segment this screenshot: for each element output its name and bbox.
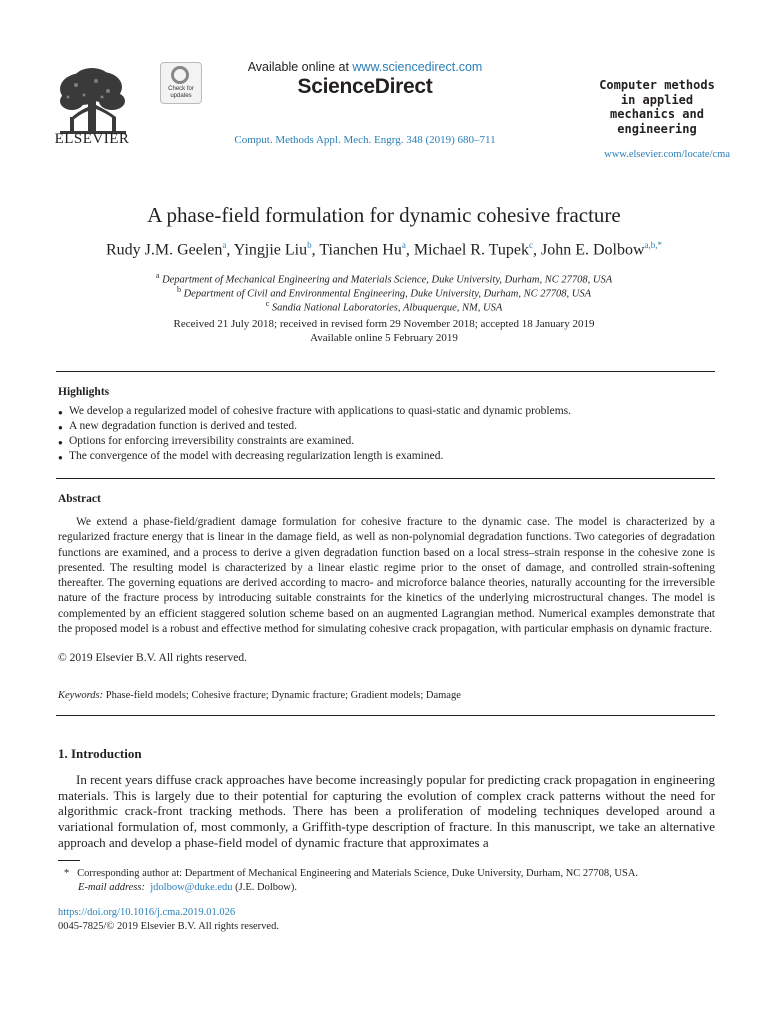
journal-homepage-link[interactable]: www.elsevier.com/locate/cma [604, 149, 730, 160]
keywords-line [58, 690, 461, 701]
highlight-item: ● A new degradation function is derived and tested. [58, 419, 718, 434]
highlight-item: ● The convergence of the model with decreasing regularization length is examined. [58, 449, 718, 464]
received-dates: Received 21 July 2018; received in revised form 29 November 2018; accepted 18 January 2019 [173, 318, 595, 330]
check-for-updates-badge[interactable] [160, 62, 202, 104]
abstract-heading: Abstract [58, 493, 101, 505]
publisher-wordmark: ELSEVIER [54, 131, 130, 147]
affiliation: $^c$ Sandia National Laboratories, Albuquerque, NM, USA [265, 299, 503, 314]
divider [56, 371, 715, 372]
article-title: A phase-field formulation for dynamic cohesive fracture [147, 203, 621, 227]
keywords-text: Phase-field models; Cohesive fracture; Dynamic fracture; Gradient models; Damage [103, 690, 461, 701]
affiliation: $^a$ Department of Mechanical Engineering and Materials Science, Duke University, Durham, NC 27708, USA [155, 271, 613, 286]
author-affiliation-marker[interactable]: c [528, 240, 533, 250]
author-affiliation-marker[interactable]: a [222, 240, 227, 250]
author-affiliation-marker[interactable]: a [401, 240, 406, 250]
author-name[interactable]: John E. Dolbow [540, 241, 645, 259]
divider [56, 715, 715, 716]
divider [56, 478, 715, 479]
highlights-heading: Highlights [58, 386, 110, 398]
introduction-text: In recent years diffuse crack approaches have become increasingly popular for predicting crack propagation in engineering materials. This is largely due to their potential for capturing the evolution of complex crack patterns without the need for algorithmic crack-front tracking methods. There has been a proliferation of modeling techniques developed around a variational formulation of, most commonly, a Griffith-type description of fracture. In this manuscript, we take an alternative approach and develop a phase-field model of dynamic fracture that approximates a [58, 772, 716, 850]
footnote [64, 867, 724, 895]
introduction-body [58, 772, 715, 851]
abstract-copyright: © 2019 Elsevier B.V. All rights reserved. [58, 652, 247, 664]
author-affiliation-marker[interactable]: a,b,* [644, 240, 663, 250]
check-updates-icon [171, 66, 189, 84]
author-name[interactable]: Rudy J.M. Geelen [105, 241, 223, 259]
highlight-item: ● We develop a regularized model of cohesive fracture with applications to quasi-static and dynamic problems. [58, 404, 718, 419]
email-label: E-mail address: [78, 882, 145, 893]
highlight-item: ● Options for enforcing irreversibility constraints are examined. [58, 434, 718, 449]
author-list: Rudy J.M. Geelen$^a$, Yingjie Liu$^b$, Tianchen Hu$^a$, Michael R. Tupek$^c$, John E. Dolbow$^{a,b,*}$ [105, 240, 663, 259]
sciencedirect-link[interactable]: www.sciencedirect.com [352, 60, 483, 74]
available-online-date: Available online 5 February 2019 [310, 332, 458, 344]
journal-citation-link[interactable]: Comput. Methods Appl. Mech. Engrg. 348 (2019) 680–711 [234, 134, 496, 146]
doi-link[interactable]: https://doi.org/10.1016/j.cma.2019.01.026 [58, 907, 236, 918]
sciencedirect-logo: ScienceDirect [297, 75, 433, 98]
footnote-divider [58, 860, 80, 861]
journal-name: Computer methods in applied mechanics and engineering [599, 78, 715, 136]
author-name[interactable]: Michael R. Tupek [413, 241, 529, 259]
issn-line: 0045-7825/© 2019 Elsevier B.V. All rights reserved. [58, 921, 279, 932]
check-updates-label: Check for updates [168, 86, 194, 99]
introduction-heading: 1. Introduction [58, 746, 142, 761]
email-link[interactable]: jdolbow@duke.edu [150, 882, 233, 893]
author-affiliation-marker[interactable]: b [307, 240, 312, 250]
affiliation: $^b$ Department of Civil and Environmental Engineering, Duke University, Durham, NC 27708, USA [176, 285, 592, 300]
highlights-list [58, 404, 718, 464]
email-suffix: (J.E. Dolbow). [232, 882, 297, 893]
keywords-label: Keywords: [58, 690, 104, 701]
abstract-text: We extend a phase-field/gradient damage formulation for cohesive fracture to the dynamic case. The model is characterized by a regularized fracture energy that is linear in the damage field, as well as non-polynomial degradation functions. Two categories of degradation functions are examined, and a process to derive a given degradation function based on a local stress–strain response in the cohesive zone is presented. The resulting model is characterized by a linear elastic regime prior to the onset of damage, and controlled strain-softening thereafter. The governing equations are derived according to macro- and microforce balance theories, naturally accounting for the irreversible nature of the fracture process by introducing suitable constraints for the kinetics of the underlying microstructural changes. The model is complemented by an efficient staggered solution scheme based on an augmented Lagrangian method. Numerical examples demonstrate that the proposed model is a robust and effective method for simulating cohesive crack propagation, with particular emphasis on dynamic fracture. [58, 516, 715, 636]
author-name[interactable]: Yingjie Liu [233, 241, 308, 259]
abstract-body [58, 515, 715, 637]
available-online-line: Available online at www.sciencedirect.com [247, 60, 483, 74]
footnote-marker: * [64, 868, 70, 879]
author-name[interactable]: Tianchen Hu [319, 241, 402, 259]
footnote-text: Corresponding author at: Department of Mechanical Engineering and Materials Science, Duke University, Durham, NC 27708, USA. [77, 868, 639, 879]
